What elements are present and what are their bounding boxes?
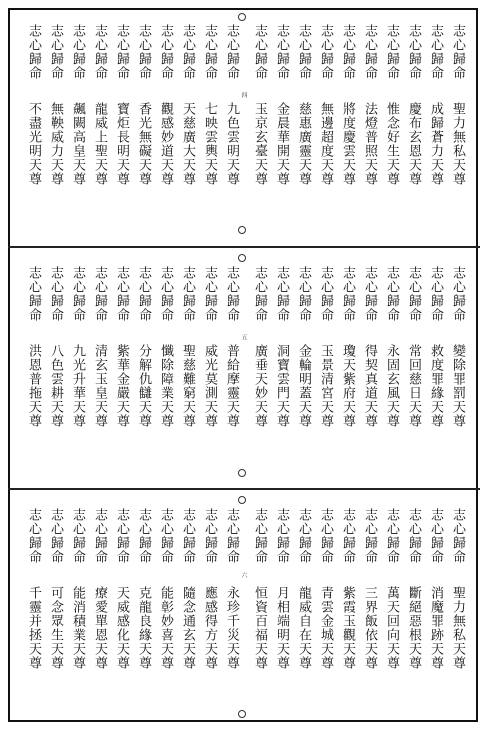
invocation-text: 志心歸命 [450,266,465,322]
invocation-text: 志心歸命 [224,508,239,564]
invocation-text: 志心歸命 [180,508,195,564]
bot-col-4 [384,508,399,670]
mid-col-4 [384,266,399,428]
invocation-text: 志心歸命 [274,266,289,322]
invocation-text: 志心歸命 [92,266,107,322]
top-col-10 [252,24,267,186]
deity-title: 紫霞玉觀天尊 [340,586,355,670]
top-col-14 [158,24,173,186]
top-col-19 [48,24,63,186]
deity-title: 飆闕高皇天尊 [70,102,85,186]
mid-col-13 [180,266,195,428]
invocation-text: 志心歸命 [70,508,85,564]
bot-col-16 [114,508,129,670]
deity-title: 能消積業天尊 [70,586,85,670]
invocation-text: 志心歸命 [384,508,399,564]
bot-col-19 [48,508,63,670]
deity-title: 三界飯依天尊 [362,586,377,670]
deity-title: 慈惠廣靈天尊 [296,102,311,186]
top-col-1 [450,24,465,186]
top-col-16 [114,24,129,186]
bot-col-1 [450,508,465,670]
invocation-text: 志心歸命 [158,24,173,80]
text-panel-top [10,24,478,244]
deity-title: 天威感化天尊 [114,586,129,670]
deity-title: 廣垂天妙天尊 [252,344,267,428]
invocation-text: 志心歸命 [48,266,63,322]
invocation-text: 志心歸命 [406,24,421,80]
deity-title: 聖力無私天尊 [450,586,465,670]
panel-divider-2 [8,488,480,490]
deity-title: 無鞅威力天尊 [48,102,63,186]
deity-title: 玉景清宮天尊 [318,344,333,428]
bot-col-7 [318,508,333,670]
top-col-5 [362,24,377,186]
deity-title: 萬天回向天尊 [384,586,399,670]
deity-title: 九色雲明天尊 [224,102,239,186]
bot-col-8 [296,508,311,670]
deity-title: 瓊天紫府天尊 [340,344,355,428]
bot-col-10 [252,508,267,670]
top-col-20 [26,24,41,186]
mid-col-12 [202,266,217,428]
invocation-text: 志心歸命 [26,508,41,564]
deity-title: 九光升華天尊 [70,344,85,428]
mid-col-19 [48,266,63,428]
deity-title: 聖力無私天尊 [450,102,465,186]
binding-hole-2b [238,496,246,504]
invocation-text: 志心歸命 [252,266,267,322]
bot-col-11 [224,508,239,670]
invocation-text: 志心歸命 [92,508,107,564]
bot-col-2 [428,508,443,670]
mid-col-11 [224,266,239,428]
deity-title: 聖慈難窮天尊 [180,344,195,428]
bot-col-18 [70,508,85,670]
invocation-text: 志心歸命 [202,508,217,564]
mid-col-8 [296,266,311,428]
mid-col-2 [428,266,443,428]
page-ref-middle: 五 [240,334,247,340]
deity-title: 玉京玄臺天尊 [252,102,267,186]
deity-title: 龍威上聖天尊 [92,102,107,186]
invocation-text: 志心歸命 [158,508,173,564]
deity-title: 成歸蒼力天尊 [428,102,443,186]
bot-col-20 [26,508,41,670]
invocation-text: 志心歸命 [318,24,333,80]
invocation-text: 志心歸命 [318,266,333,322]
deity-title: 八色雲耕天尊 [48,344,63,428]
invocation-text: 志心歸命 [180,266,195,322]
invocation-text: 志心歸命 [296,266,311,322]
bot-col-5 [362,508,377,670]
deity-title: 慶布玄恩天尊 [406,102,421,186]
deity-title: 斷絕惡根天尊 [406,586,421,670]
invocation-text: 志心歸命 [114,508,129,564]
invocation-text: 志心歸命 [26,266,41,322]
invocation-text: 志心歸命 [406,508,421,564]
invocation-text: 志心歸命 [428,24,443,80]
invocation-text: 志心歸命 [362,508,377,564]
top-col-6 [340,24,355,186]
mid-col-1 [450,266,465,428]
invocation-text: 志心歸命 [384,24,399,80]
bot-col-3 [406,508,421,670]
deity-title: 千靈并拯天尊 [26,586,41,670]
invocation-text: 志心歸命 [180,24,195,80]
text-panel-middle [10,266,478,486]
top-col-13 [180,24,195,186]
deity-title: 將度慶雲天尊 [340,102,355,186]
top-col-2 [428,24,443,186]
deity-title: 洪恩普拖天尊 [26,344,41,428]
deity-title: 七映雲輿天尊 [202,102,217,186]
invocation-text: 志心歸命 [406,266,421,322]
mid-col-16 [114,266,129,428]
deity-title: 不盡光明天尊 [26,102,41,186]
deity-title: 無邊超度天尊 [318,102,333,186]
invocation-text: 志心歸命 [450,508,465,564]
invocation-text: 志心歸命 [224,24,239,80]
deity-title: 克龍良緣天尊 [136,586,151,670]
mid-col-7 [318,266,333,428]
bot-col-17 [92,508,107,670]
invocation-text: 志心歸命 [224,266,239,322]
bot-col-15 [136,508,151,670]
mid-col-6 [340,266,355,428]
top-col-8 [296,24,311,186]
invocation-text: 志心歸命 [428,266,443,322]
deity-title: 恒資百福天尊 [252,586,267,670]
mid-col-15 [136,266,151,428]
deity-title: 應感得方天尊 [202,586,217,670]
deity-title: 永固玄風天尊 [384,344,399,428]
binding-hole-top [238,13,246,21]
deity-title: 分解仇讎天尊 [136,344,151,428]
top-col-4 [384,24,399,186]
invocation-text: 志心歸命 [252,508,267,564]
deity-title: 龍威自在天尊 [296,586,311,670]
invocation-text: 志心歸命 [136,24,151,80]
invocation-text: 志心歸命 [48,24,63,80]
mid-col-20 [26,266,41,428]
invocation-text: 志心歸命 [340,24,355,80]
page-ref-top: 四 [240,92,247,98]
deity-title: 永珍千災天尊 [224,586,239,670]
invocation-text: 志心歸命 [362,266,377,322]
deity-title: 金輪明蓋天尊 [296,344,311,428]
deity-title: 消魔罪跡天尊 [428,586,443,670]
mid-col-5 [362,266,377,428]
top-col-18 [70,24,85,186]
invocation-text: 志心歸命 [296,24,311,80]
deity-title: 惟念好生天尊 [384,102,399,186]
invocation-text: 志心歸命 [428,508,443,564]
deity-title: 療愛單恩天尊 [92,586,107,670]
deity-title: 紫華金嚴天尊 [114,344,129,428]
deity-title: 變除罪罰天尊 [450,344,465,428]
top-col-12 [202,24,217,186]
invocation-text: 志心歸命 [384,266,399,322]
invocation-text: 志心歸命 [252,24,267,80]
deity-title: 能彰妙喜天尊 [158,586,173,670]
top-col-3 [406,24,421,186]
mid-col-10 [252,266,267,428]
deity-title: 隨念通玄天尊 [180,586,195,670]
invocation-text: 志心歸命 [340,508,355,564]
invocation-text: 志心歸命 [296,508,311,564]
invocation-text: 志心歸命 [340,266,355,322]
mid-col-14 [158,266,173,428]
bot-col-13 [180,508,195,670]
bot-col-12 [202,508,217,670]
top-col-15 [136,24,151,186]
deity-title: 月相端明天尊 [274,586,289,670]
invocation-text: 志心歸命 [114,266,129,322]
deity-title: 威光莫測天尊 [202,344,217,428]
mid-col-18 [70,266,85,428]
invocation-text: 志心歸命 [318,508,333,564]
binding-hole-1b [238,254,246,262]
deity-title: 香光無礙天尊 [136,102,151,186]
deity-title: 洞寶雲門天尊 [274,344,289,428]
invocation-text: 志心歸命 [70,266,85,322]
top-col-7 [318,24,333,186]
deity-title: 普給摩靈天尊 [224,344,239,428]
text-panel-bottom [10,508,478,714]
invocation-text: 志心歸命 [158,266,173,322]
invocation-text: 志心歸命 [136,508,151,564]
deity-title: 天慈廣大天尊 [180,102,195,186]
bot-col-6 [340,508,355,670]
deity-title: 青雲金城天尊 [318,586,333,670]
deity-title: 可念眾生天尊 [48,586,63,670]
invocation-text: 志心歸命 [136,266,151,322]
bot-col-9 [274,508,289,670]
deity-title: 常回慈日天尊 [406,344,421,428]
invocation-text: 志心歸命 [26,24,41,80]
invocation-text: 志心歸命 [274,24,289,80]
deity-title: 懺除障業天尊 [158,344,173,428]
deity-title: 金晨華開天尊 [274,102,289,186]
page-ref-bottom: 六 [240,572,247,578]
invocation-text: 志心歸命 [450,24,465,80]
deity-title: 清玄玉皇天尊 [92,344,107,428]
top-col-17 [92,24,107,186]
top-col-11 [224,24,239,186]
invocation-text: 志心歸命 [202,266,217,322]
invocation-text: 志心歸命 [202,24,217,80]
deity-title: 寶炬長明天尊 [114,102,129,186]
mid-col-3 [406,266,421,428]
invocation-text: 志心歸命 [70,24,85,80]
invocation-text: 志心歸命 [362,24,377,80]
bot-col-14 [158,508,173,670]
panel-divider-1 [8,246,480,248]
invocation-text: 志心歸命 [274,508,289,564]
top-col-9 [274,24,289,186]
invocation-text: 志心歸命 [48,508,63,564]
mid-col-9 [274,266,289,428]
invocation-text: 志心歸命 [114,24,129,80]
invocation-text: 志心歸命 [92,24,107,80]
deity-title: 觀感妙道天尊 [158,102,173,186]
deity-title: 得契真道天尊 [362,344,377,428]
deity-title: 法燈普照天尊 [362,102,377,186]
deity-title: 救度罪緣天尊 [428,344,443,428]
mid-col-17 [92,266,107,428]
